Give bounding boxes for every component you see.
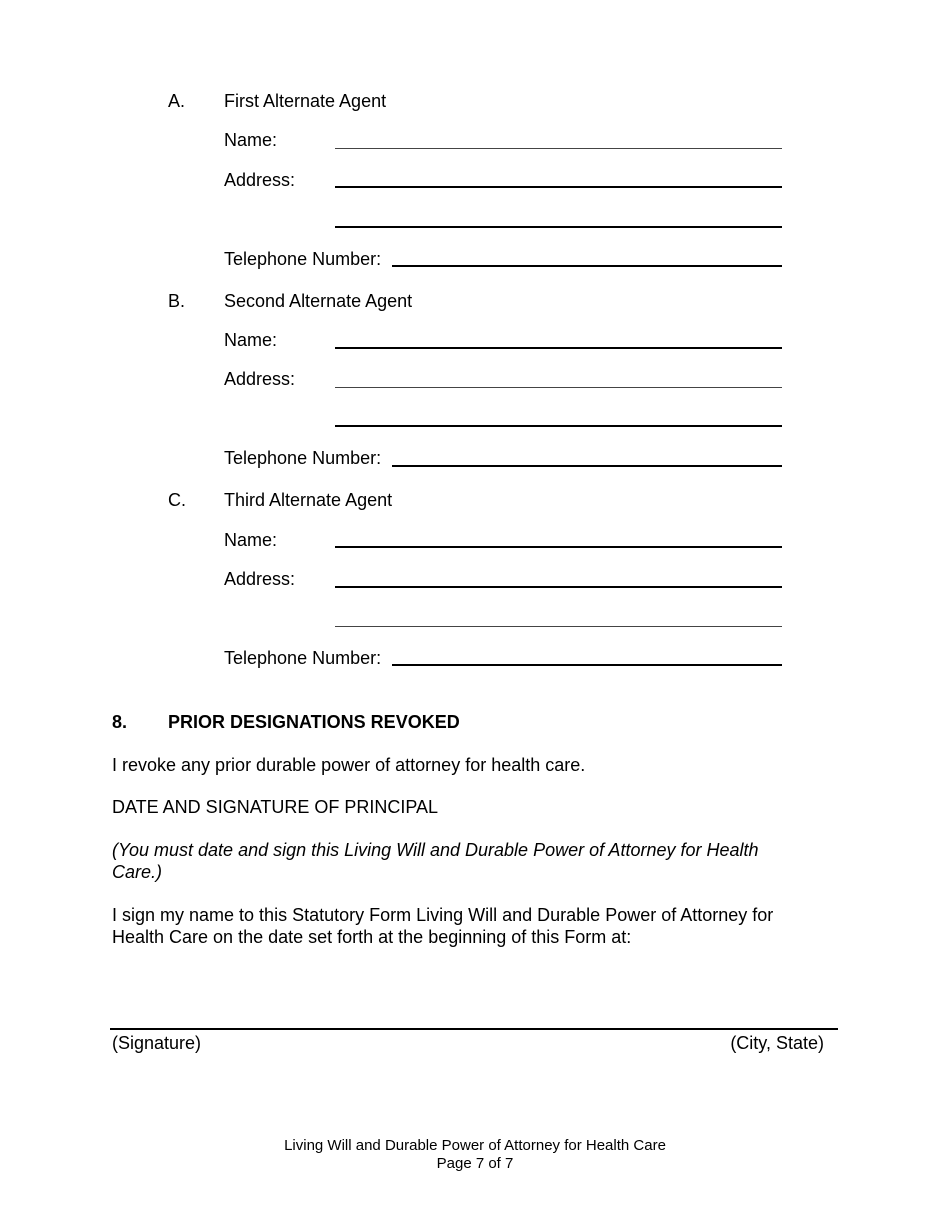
agent-c-address-field-1[interactable] (335, 586, 782, 588)
agent-c-name-label: Name: (224, 530, 278, 550)
city-state-label: (City, State) (730, 1033, 824, 1053)
signature-line[interactable] (110, 1028, 838, 1030)
agent-b-telephone-label: Telephone Number: (224, 448, 382, 468)
agent-a-telephone-label: Telephone Number: (224, 249, 382, 269)
agent-a-title: First Alternate Agent (224, 91, 387, 111)
agent-b-address-field-2[interactable] (335, 425, 782, 427)
agent-c-address-label: Address: (224, 569, 296, 589)
footer-page-number: Page 7 of 7 (436, 1155, 514, 1172)
instruction-line-1: (You must date and sign this Living Will and Durable Power of Attorney for Health (112, 840, 759, 860)
agent-c-telephone-label: Telephone Number: (224, 648, 382, 668)
revoke-paragraph: I revoke any prior durable power of attorney for health care. (112, 755, 586, 775)
instruction-line-2: Care.) (112, 862, 163, 882)
agent-a-letter: A. (168, 91, 186, 111)
agent-b-title: Second Alternate Agent (224, 291, 413, 311)
date-signature-heading: DATE AND SIGNATURE OF PRINCIPAL (112, 797, 439, 817)
sign-paragraph-line-1: I sign my name to this Statutory Form Living Will and Durable Power of Attorney for (112, 905, 774, 925)
agent-a-name-label: Name: (224, 130, 278, 150)
section-8-heading: PRIOR DESIGNATIONS REVOKED (168, 712, 460, 732)
agent-a-telephone-field[interactable] (392, 265, 782, 267)
agent-a-address-field-2[interactable] (335, 226, 782, 228)
agent-a-name-field[interactable] (335, 148, 782, 149)
footer-title: Living Will and Durable Power of Attorney for Health Care (284, 1137, 666, 1154)
signature-label: (Signature) (112, 1033, 202, 1053)
section-8-number: 8. (112, 712, 128, 732)
agent-c-title: Third Alternate Agent (224, 490, 393, 510)
agent-b-telephone-field[interactable] (392, 465, 782, 467)
agent-b-address-field-1[interactable] (335, 387, 782, 388)
agent-c-address-field-2[interactable] (335, 626, 782, 627)
agent-c-name-field[interactable] (335, 546, 782, 548)
agent-a-address-label: Address: (224, 170, 296, 190)
agent-b-letter: B. (168, 291, 186, 311)
agent-b-name-field[interactable] (335, 347, 782, 349)
agent-c-telephone-field[interactable] (392, 664, 782, 666)
agent-a-address-field-1[interactable] (335, 186, 782, 188)
sign-paragraph-line-2: Health Care on the date set forth at the beginning of this Form at: (112, 927, 632, 947)
agent-b-name-label: Name: (224, 330, 278, 350)
agent-c-letter: C. (168, 490, 186, 510)
agent-b-address-label: Address: (224, 369, 296, 389)
